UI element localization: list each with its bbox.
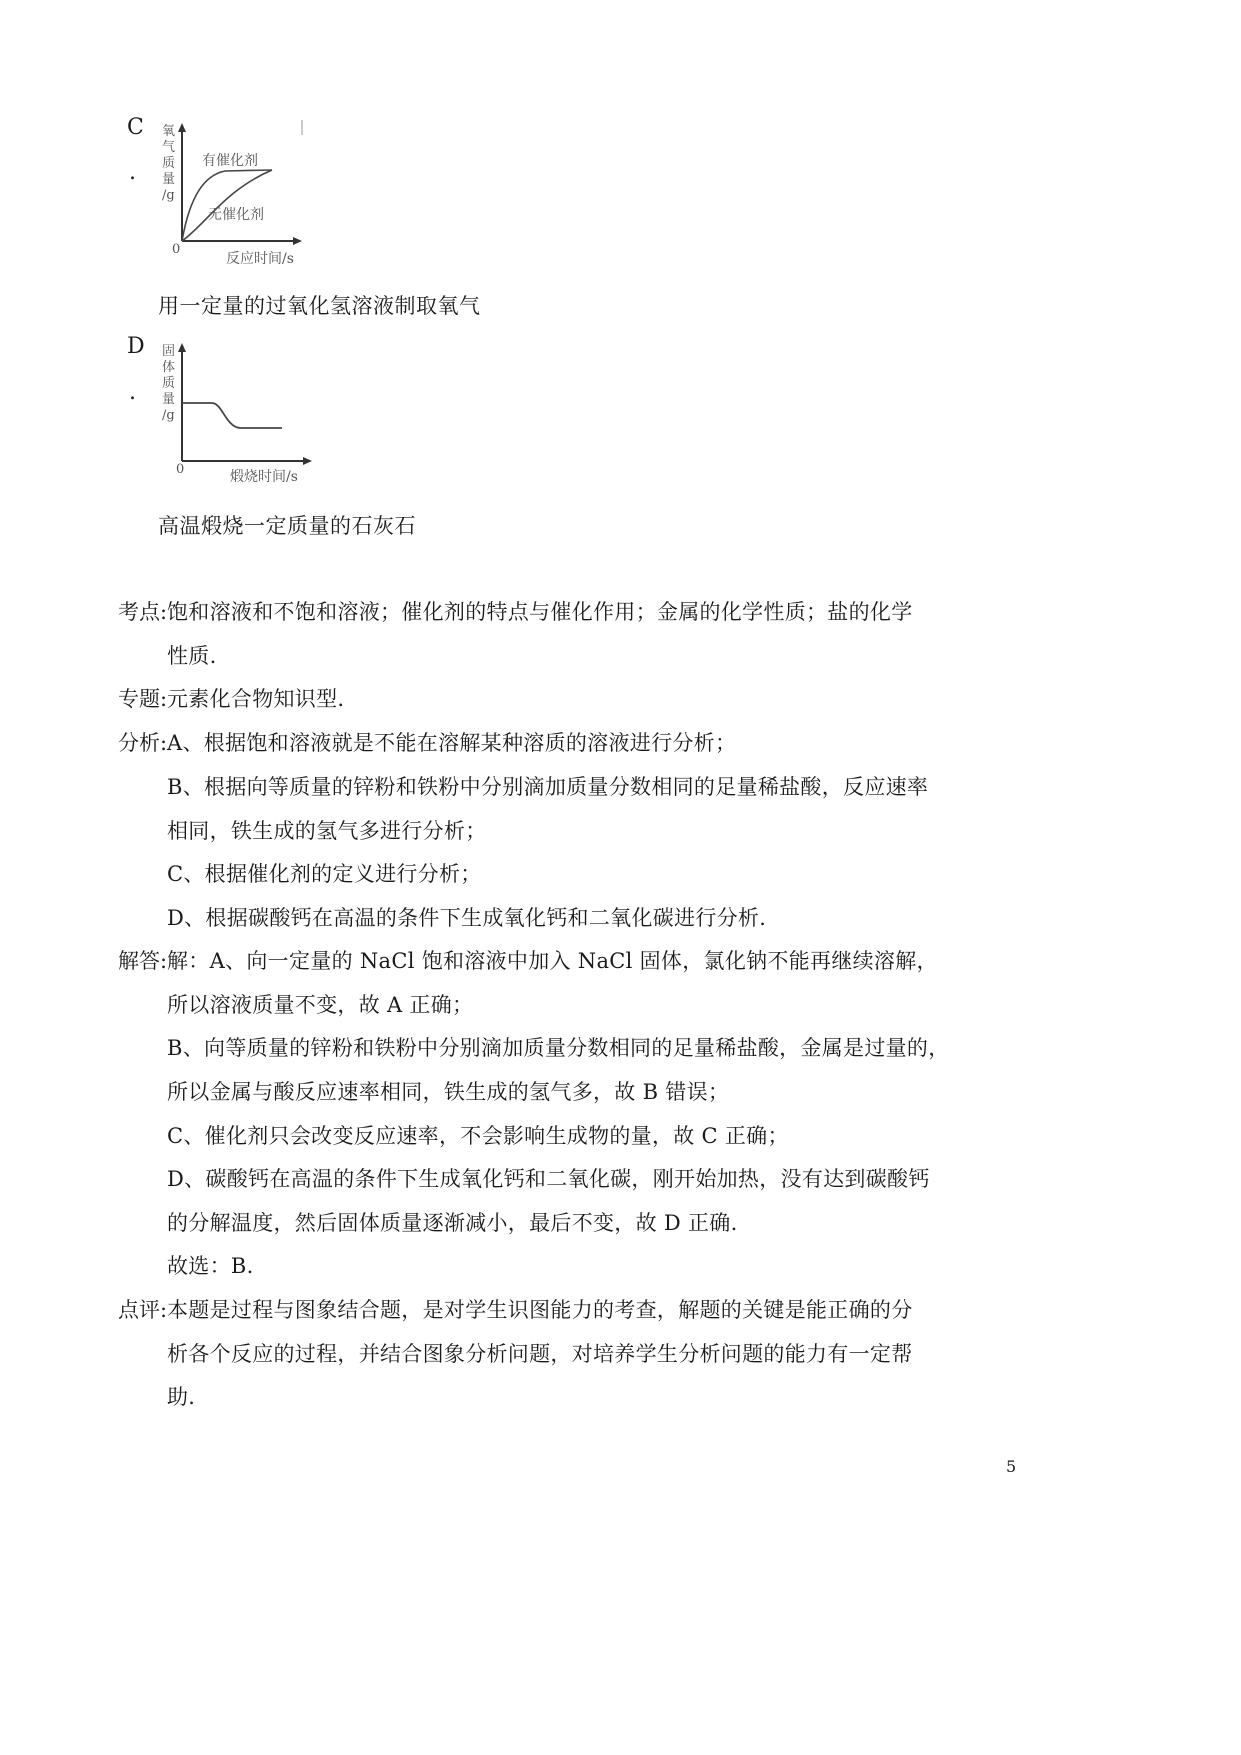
option-d-figure [150,335,320,490]
kaodian-line-1: 饱和溶液和不饱和溶液；催化剂的特点与催化作用；金属的化学性质；盐的化学 [167,600,913,624]
dianping-label: 点评: [118,1298,168,1322]
fenxi-line-2: B、根据向等质量的锌粉和铁粉中分别滴加质量分数相同的足量稀盐酸，反应速率 [167,775,929,799]
d-y-label-3: 质 [162,376,176,391]
jieda-line-5: C、催化剂只会改变反应速率，不会影响生成物的量，故 C 正确； [167,1124,789,1148]
jieda-line-2: 所以溶液质量不变，故 A 正确； [167,993,474,1017]
kaodian-line-2: 性质. [167,644,217,668]
curve-solid-mass [182,403,282,428]
option-c-figure [150,115,310,270]
jieda-line-1: 解：A、向一定量的 NaCl 饱和溶液中加入 NaCl 固体，氯化钠不能再继续溶解， [167,949,938,973]
curve-without-catalyst [182,170,272,241]
fenxi-line-3: 相同，铁生成的氢气多进行分析； [167,819,487,843]
dianping-line-1: 本题是过程与图象结合题，是对学生识图能力的考查，解题的关键是能正确的分 [167,1298,913,1322]
fenxi-line-4: C、根据催化剂的定义进行分析； [167,862,482,886]
d-x-label: 煅烧时间/s [230,469,298,485]
d-y-label-4: 量 [162,392,176,407]
jieda-line-8: 故选：B. [167,1254,254,1278]
jieda-line-7: 的分解温度，然后固体质量逐渐减小，最后不变，故 D 正确. [167,1211,738,1235]
option-c-dot: . [129,160,136,185]
option-d-letter: D [127,334,145,359]
c-y-label-1: 氧 [162,124,176,139]
kaodian-label: 考点: [118,600,168,624]
zhuanti-line-1: 元素化合物知识型. [167,687,345,711]
c-y-label-3: 质 [162,156,176,171]
d-y-label-1: 固 [162,344,176,359]
fenxi-line-1: A、根据饱和溶液就是不能在溶解某种溶质的溶液进行分析； [167,731,737,755]
x-axis-arrow [303,457,312,465]
curve-label-without-catalyst: 无催化剂 [208,207,264,223]
zhuanti-label: 专题: [118,687,168,711]
fenxi-line-5: D、根据碳酸钙在高温的条件下生成氧化钙和二氧化碳进行分析. [167,906,767,930]
d-y-label-5: /g [162,408,175,423]
c-y-label-2: 气 [162,140,176,155]
c-x-label: 反应时间/s [226,251,294,267]
option-d-caption: 高温煅烧一定质量的石灰石 [158,514,416,538]
x-axis-arrow [293,237,302,245]
c-y-label-4: 量 [162,172,176,187]
c-y-label-5: /g [162,188,175,203]
option-c-letter: C [127,115,144,140]
option-c-caption: 用一定量的过氧化氢溶液制取氧气 [158,294,481,318]
jieda-label: 解答: [118,949,168,973]
y-axis-arrow [178,123,186,132]
jieda-line-3: B、向等质量的锌粉和铁粉中分别滴加质量分数相同的足量稀盐酸，金属是过量的， [167,1036,950,1060]
fenxi-label: 分析: [118,731,168,755]
d-origin-label: 0 [176,462,185,477]
jieda-line-4: 所以金属与酸反应速率相同，铁生成的氢气多，故 B 错误； [167,1080,730,1104]
d-y-label-2: 体 [162,360,176,375]
dianping-line-3: 助. [167,1385,196,1409]
y-axis-arrow [178,343,186,352]
jieda-line-6: D、碳酸钙在高温的条件下生成氧化钙和二氧化碳，刚开始加热，没有达到碳酸钙 [167,1167,930,1191]
page-number: 5 [1006,1457,1017,1476]
dianping-line-2: 析各个反应的过程，并结合图象分析问题，对培养学生分析问题的能力有一定帮 [167,1342,913,1366]
c-origin-label: 0 [172,242,181,257]
curve-label-with-catalyst: 有催化剂 [202,153,258,169]
option-d-dot: . [129,380,136,405]
